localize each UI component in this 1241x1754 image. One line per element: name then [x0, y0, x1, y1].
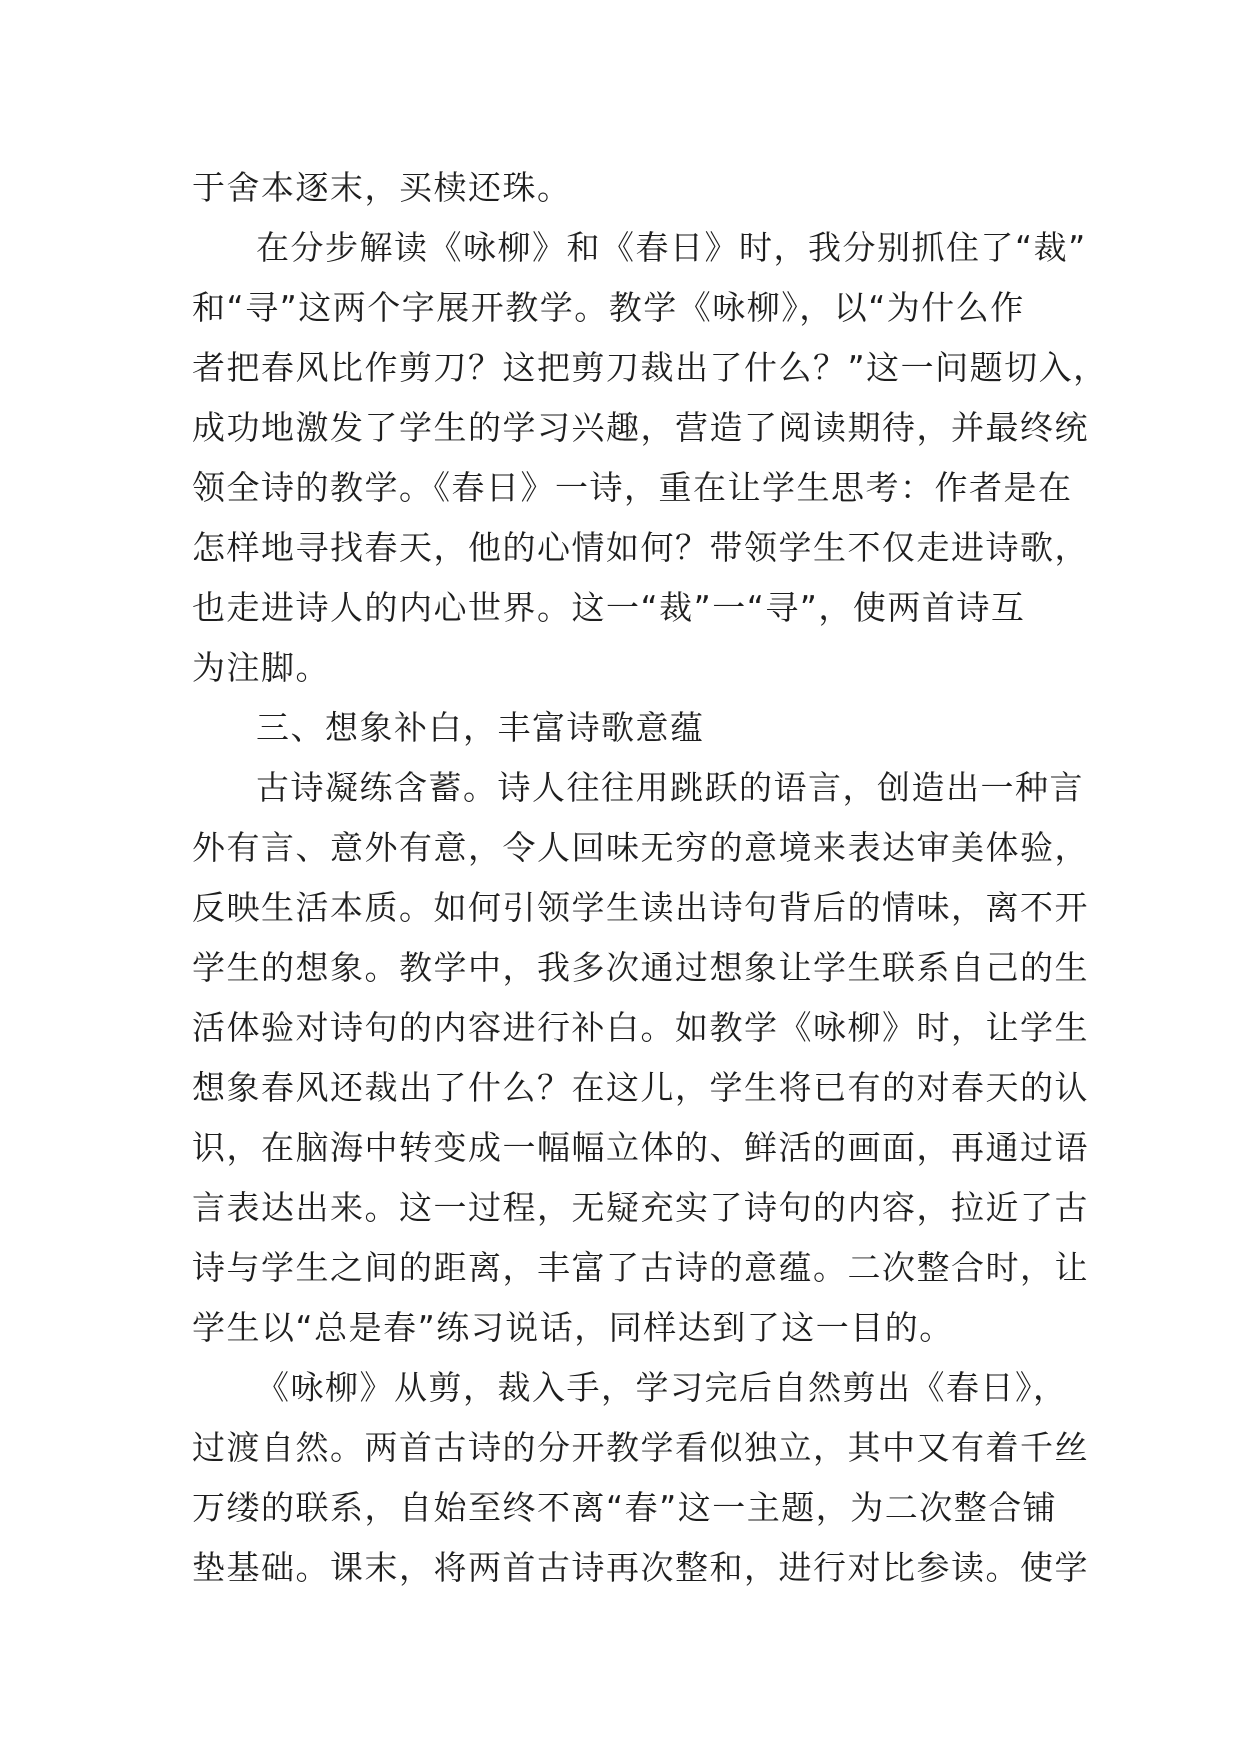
text-line: 也走进诗人的内心世界。这一“裁”一“寻”，使两首诗互	[192, 588, 1026, 627]
paragraph-start-line: 古诗凝练含蓄。诗人往往用跳跃的语言，创造出一种言	[256, 768, 1084, 807]
body-text	[192, 158, 1108, 1598]
text-line: 言表达出来。这一过程，无疑充实了诗句的内容，拉近了古	[192, 1188, 1089, 1227]
text-line: 为注脚。	[192, 648, 330, 687]
text-line: 者把春风比作剪刀？这把剪刀裁出了什么？”这一问题切入，	[192, 348, 1108, 387]
text-line: 学生以“总是春”练习说话，同样达到了这一目的。	[192, 1308, 954, 1347]
text-line: 外有言、意外有意，令人回味无穷的意境来表达审美体验，	[192, 828, 1089, 867]
paragraph-start-line: 在分步解读《咏柳》和《春日》时，我分别抓住了“裁”	[256, 228, 1087, 267]
text-line: 万缕的联系，自始至终不离“春”这一主题，为二次整合铺	[192, 1488, 1058, 1527]
text-line: 成功地激发了学生的学习兴趣，营造了阅读期待，并最终统	[192, 408, 1089, 447]
text-line: 过渡自然。两首古诗的分开教学看似独立，其中又有着千丝	[192, 1428, 1089, 1467]
text-line: 学生的想象。教学中，我多次通过想象让学生联系自己的生	[192, 948, 1089, 987]
text-line: 诗与学生之间的距离，丰富了古诗的意蕴。二次整合时，让	[192, 1248, 1089, 1287]
text-line: 识，在脑海中转变成一幅幅立体的、鲜活的画面，再通过语	[192, 1128, 1089, 1167]
text-line: 于舍本逐末，买椟还珠。	[192, 168, 572, 207]
text-line: 和“寻”这两个字展开教学。教学《咏柳》，以“为什么作	[192, 288, 1025, 327]
paragraph-start-line: 《咏柳》从剪，裁入手，学习完后自然剪出《春日》，	[256, 1368, 1068, 1407]
text-line: 领全诗的教学。《春日》一诗，重在让学生思考：作者是在	[192, 468, 1073, 507]
text-line: 活体验对诗句的内容进行补白。如教学《咏柳》时，让学生	[192, 1008, 1089, 1047]
text-line: 垫基础。课末，将两首古诗再次整和，进行对比参读。使学	[192, 1548, 1089, 1587]
text-line: 反映生活本质。如何引领学生读出诗句背后的情味，离不开	[192, 888, 1089, 927]
text-line: 怎样地寻找春天，他的心情如何？带领学生不仅走进诗歌，	[192, 528, 1089, 567]
section-heading: 三、想象补白，丰富诗歌意蕴	[256, 708, 705, 747]
text-line: 想象春风还裁出了什么？在这儿，学生将已有的对春天的认	[192, 1068, 1089, 1107]
